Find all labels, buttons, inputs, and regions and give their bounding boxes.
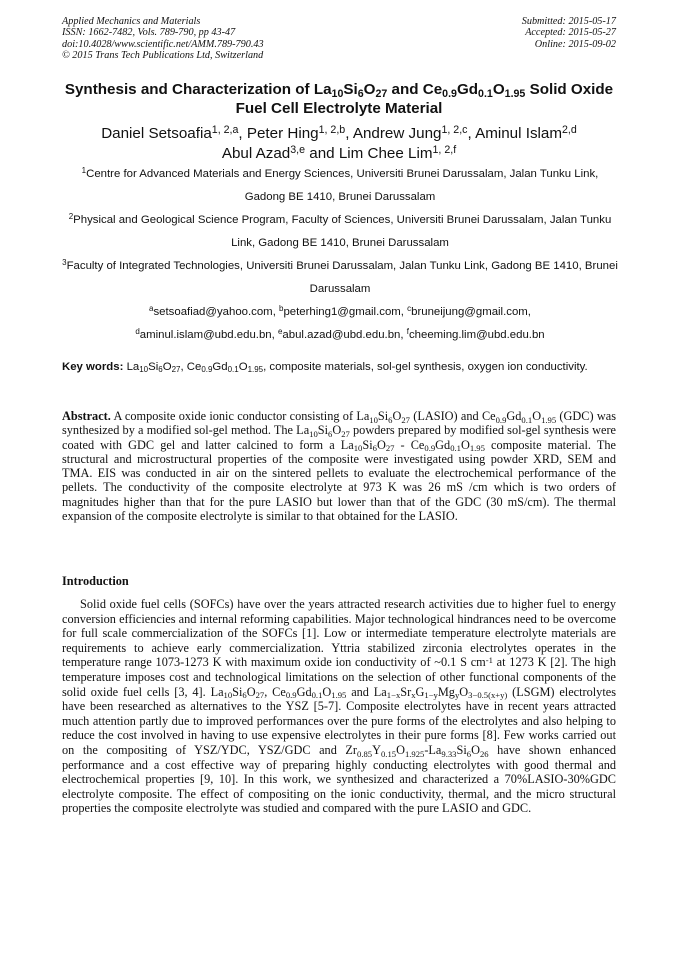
- author-name: Daniel Setsoafia: [101, 125, 212, 142]
- author-name: Aminul Islam: [475, 125, 563, 142]
- online-date: Online: 2015-09-02: [534, 38, 616, 50]
- email-link[interactable]: peterhing1@gmail.com: [283, 306, 401, 318]
- affiliation-1: $^1$Centre for Advanced Materials and Energy Sciences, Universiti Brunei Darussalam, Jalan Tunku Link, Gadong BE 1410, Brunei Darussalam: [81, 166, 599, 203]
- author-name: Peter Hing: [246, 125, 319, 142]
- email-link[interactable]: cheeming.lim@ubd.edu.bn: [408, 329, 545, 341]
- keywords-label: Key words:: [62, 361, 124, 373]
- keywords: Key words: $La_{10}Si_6O_{27}$, $Ce_{0.9}Gd_{0.1}O_{1.95}$, composite materials, sol-gel synthesis, oxygen ion conductivity.: [62, 361, 588, 375]
- author-list: Daniel Setsoafia$^{1, 2,a}$, Peter Hing$^{1, 2,b}$, Andrew Jung$^{1, 2,c}$, Aminul Islam$^{2,d}$ Abul Azad$^{3,e}$ and Lim Chee Lim$^{1, 2,f}$: [101, 124, 577, 162]
- paper-title: Synthesis and Characterization of $La_{10}Si_6O_{27}$ and $Ce_{0.9}Gd_{0.1}O_{1.95}$ Solid Oxide Fuel Cell Electrolyte Material: [64, 81, 614, 117]
- section-heading-introduction: Introduction: [62, 574, 129, 588]
- email-link[interactable]: bruneijung@gmail.com: [411, 306, 528, 318]
- affiliation-2: $^2$Physical and Geological Science Program, Faculty of Sciences, Universiti Brunei Darussalam, Jalan Tunku Link, Gadong BE 1410, Brunei Darussalam: [68, 212, 612, 249]
- email-list: $^a$setsoafiad@yahoo.com, $^b$peterhing1@gmail.com, $^c$bruneijung@gmail.com, $^d$aminul.islam@ubd.edu.bn, $^e$abul.azad@ubd.edu.bn, $^f$cheeming.lim@ubd.edu.bn: [135, 304, 545, 341]
- introduction-paragraph: Solid oxide fuel cells (SOFCs) have over the years attracted research activities due to higher fuel to energy conversion efficiencies and internal reforming capabilities. Major technological hindrances need to be overcome for full scale commercialization of the SOFCs [1]. Low or intermediate temperature electrolyte materials are requirements to achieve early commercialization. Yttria stabilized zirconia electrolytes operates in the temperature range 1073-1273 K with maximum oxide ion conductivity of ~0.1 S $cm^{-1}$ at 1273 K [2]. The high temperature imposes cost and technological limitations on the selection of other functional components of the solid oxide fuel cells [3, 4]. $La_{10}Si_6O_{27}$, $Ce_{0.9}Gd_{0.1}O_{1.95}$ and $La_{1-x}Sr_xG_{1-y}Mg_yO_{3-0.5(x+y)}$ (LSGM) electrolytes have been researched as alternatives to the YSZ [5-7]. Composite electrolytes have in recent years attracted much attention partly due to improved performances over the pure forms of the electrolytes and also helping to reduce the cost involved in having to use expensive electrolytes in their pure forms [8]. Few works carried out on the compositing of YSZ/YDC, YSZ/GDC and $Zr_{0.85}Y_{0.15}O_{1.925}-La_{9.33}Si_6O_{26}$ have shown enhanced performance and a cost effective way of preparing highly conducting electrolytes with good thermal and electrochemical properties [9, 10]. In this work, we synthesized and characterized a 70%LASIO-30%GDC electrolyte composite. The effect of compositing on the ionic conductivity, thermal, and the micro structural properties the composite electrolyte was studied and compared with the pure LASIO and GDC.: [62, 597, 616, 816]
- email-link[interactable]: abul.azad@ubd.edu.bn: [282, 329, 401, 341]
- email-link[interactable]: aminul.islam@ubd.edu.bn: [139, 329, 272, 341]
- doi-line: doi:10.4028/www.scientific.net/AMM.789-790.43: [62, 38, 264, 50]
- copyright-line: © 2015 Trans Tech Publications Ltd, Switzerland: [62, 50, 264, 62]
- accepted-date: Accepted: 2015-05-27: [525, 27, 616, 39]
- submission-dates: [522, 16, 616, 50]
- journal-name: Applied Mechanics and Materials: [62, 16, 201, 27]
- author-name: Abul Azad: [221, 145, 291, 162]
- submitted-date: Submitted: 2015-05-17: [521, 16, 616, 27]
- abstract: Abstract. A composite oxide ionic conductor consisting of $La_{10}Si_6O_{27}$ (LASIO) and $Ce_{0.9}Gd_{0.1}O_{1.95}$ (GDC) was synthesized by a modified sol-gel method. The $La_{10}Si_6O_{27}$ powders prepared by modified sol-gel synthesis were coated with GDC gel and latter calcined to form a $La_{10}Si_6O_{27} - Ce_{0.9}Gd_{0.1}O_{1.95}$ composite material. The structural and microstructural properties of the composite were investigated using powder XRD, SEM and TMA. EIS was conducted in air on the sintered pellets to evaluate the electrochemical performance of the pellets. The conductivity of the composite electrolyte at 973 K was 26 mS /cm which is two orders of magnitudes higher than that for the pure LASIO but lower than that of the GDC (30 mS/cm). The thermal expansion of the composite electrolyte is similar to that obtained for the LASIO.: [62, 409, 616, 524]
- journal-info: [62, 16, 264, 62]
- affiliation-3: $^3$Faculty of Integrated Technologies, Universiti Brunei Darussalam, Jalan Tunku Link, Gadong BE 1410, Brunei Darussalam: [62, 258, 618, 295]
- issn-line: ISSN: 1662-7482, Vols. 789-790, pp 43-47: [62, 27, 236, 39]
- email-link[interactable]: setsoafiad@yahoo.com: [153, 306, 273, 318]
- author-name: Andrew Jung: [352, 125, 442, 142]
- abstract-label: Abstract.: [62, 409, 111, 423]
- author-name: Lim Chee Lim: [338, 145, 433, 162]
